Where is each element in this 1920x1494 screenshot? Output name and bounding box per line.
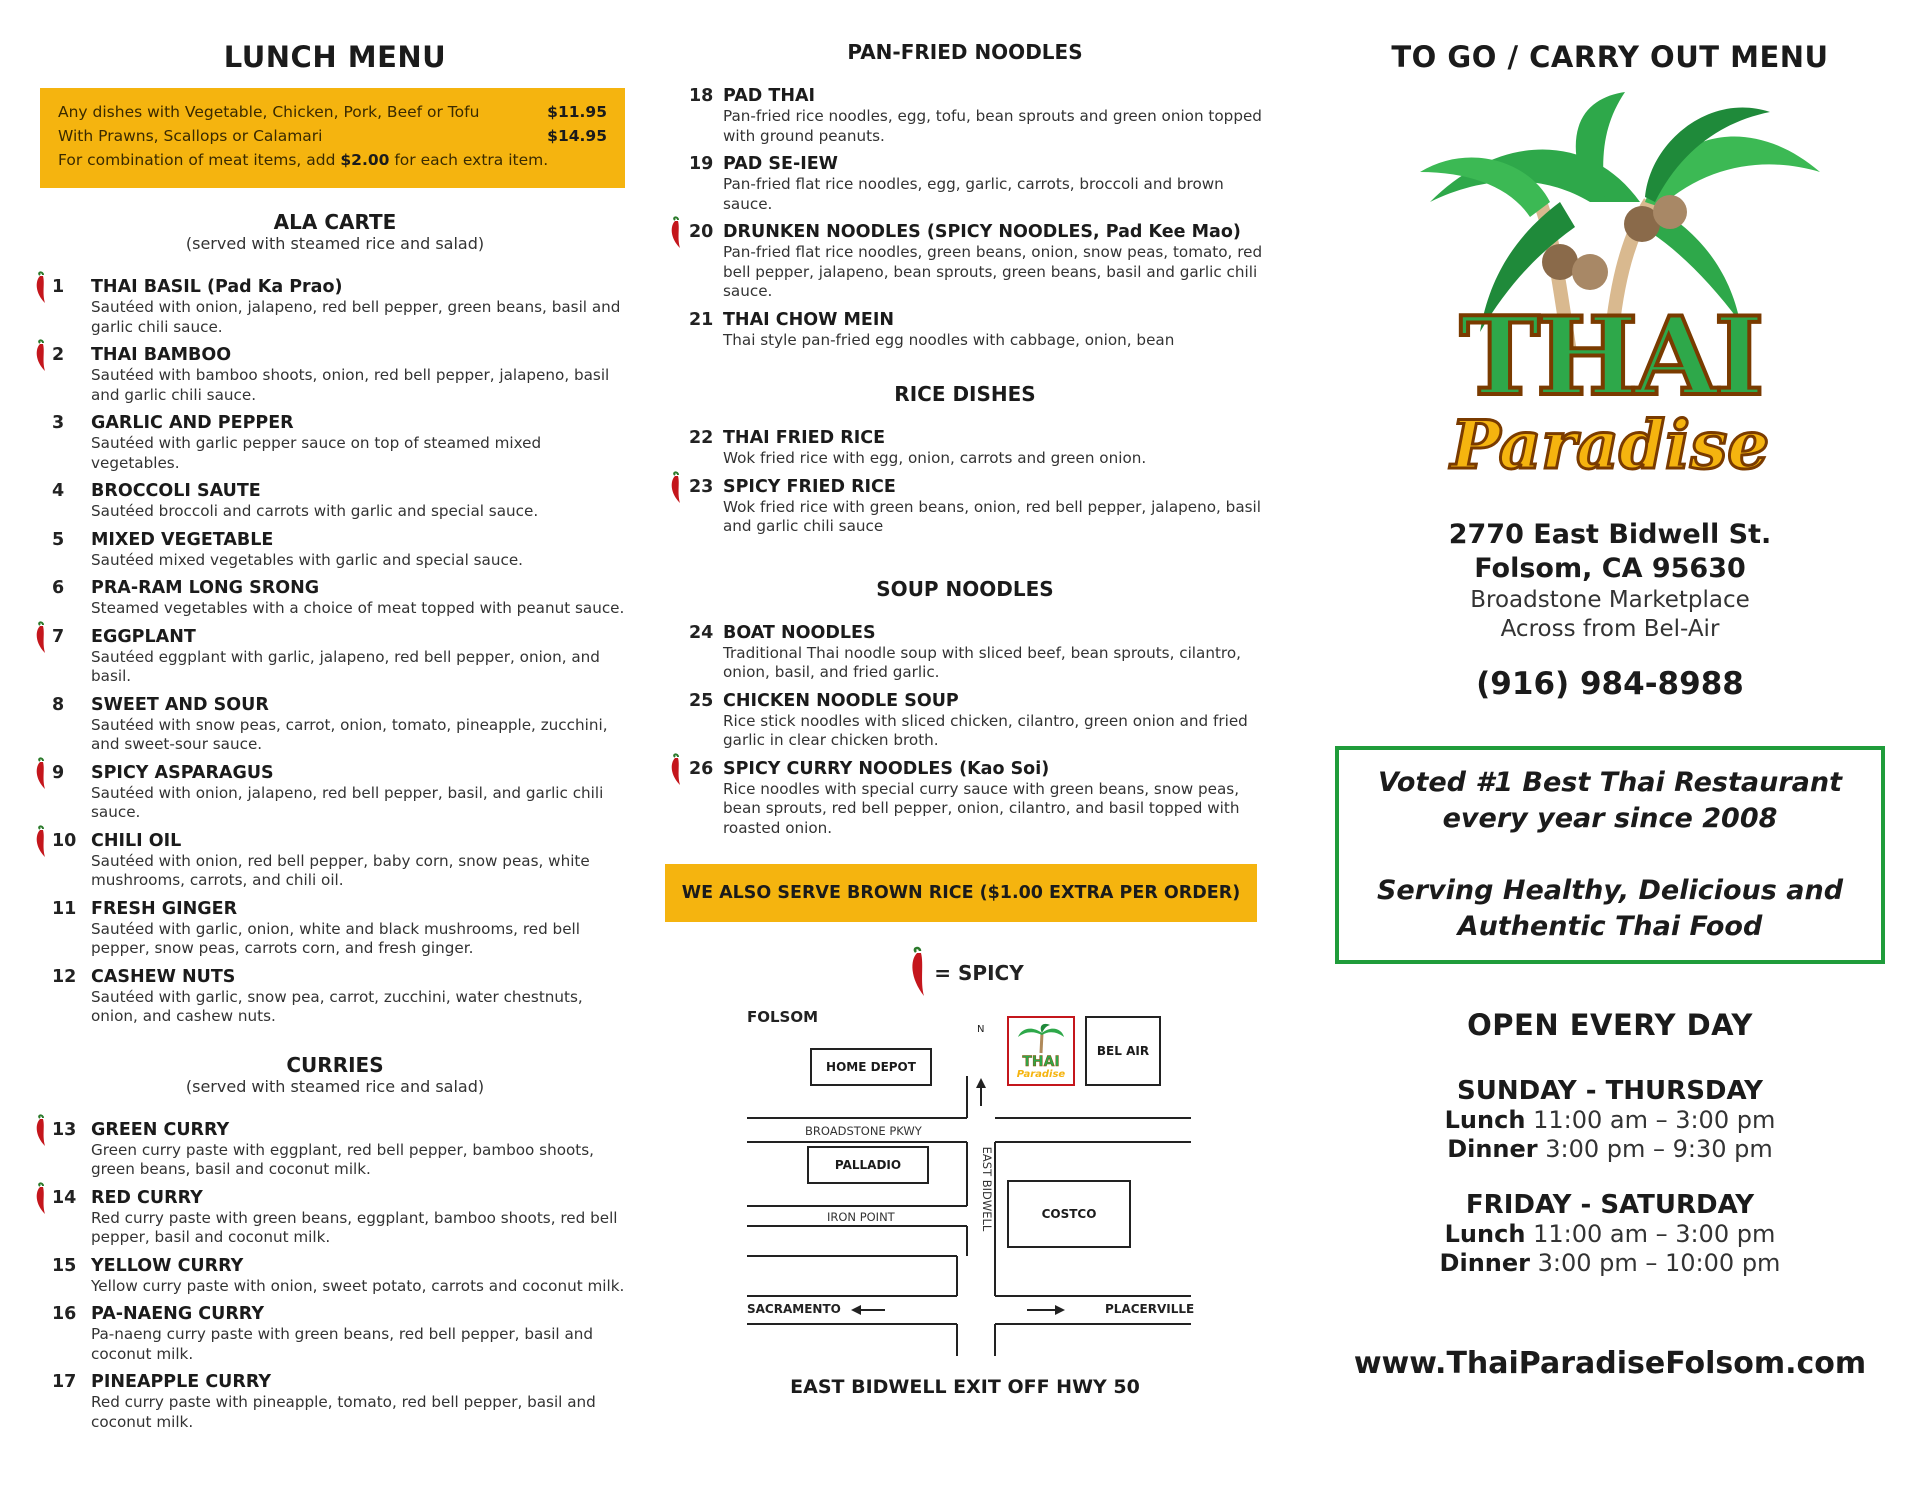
menu-item — [40, 1304, 630, 1364]
menu-item-name: CHICKEN NOODLE SOUP — [723, 690, 959, 711]
rice-title: RICE DISHES — [894, 382, 1036, 406]
menu-item-description: Pan-fried flat rice noodles, green beans, onion, snow peas, tomato, red bell pepper, jalapeno, bean sprouts, green beans, basil and garlic chili sauce. — [723, 243, 1263, 300]
address-line-4: Across from Bel-Air — [1500, 616, 1720, 642]
menu-item-description: Sautéed with bamboo shoots, onion, red bell pepper, jalapeno, basil and garlic chili sauce. — [91, 366, 610, 404]
ala-carte-list — [40, 277, 630, 1027]
menu-item-number: 2 — [52, 345, 65, 365]
map-logo-text-bottom: Paradise — [1016, 1069, 1066, 1080]
menu-item-name: CHILI OIL — [91, 830, 182, 851]
menu-item-description: Red curry paste with green beans, eggplant, bamboo shoots, red bell pepper, basil and coconut milk. — [91, 1208, 618, 1246]
menu-item-number: 4 — [52, 481, 65, 501]
menu-item-description: Thai style pan-fried egg noodles with cabbage, onion, bean — [723, 330, 1175, 349]
price-line-3-amount: $2.00 — [340, 151, 390, 169]
menu-item — [665, 86, 1265, 146]
menu-item-description: Sautéed mixed vegetables with garlic and special sauce. — [91, 550, 523, 569]
pan-fried-title: PAN-FRIED NOODLES — [847, 40, 1083, 64]
menu-item-name: PINEAPPLE CURRY — [91, 1372, 272, 1392]
brown-rice-banner: WE ALSO SERVE BROWN RICE ($1.00 EXTRA PER ORDER) — [665, 864, 1257, 922]
map-roads — [665, 1006, 1265, 1376]
menu-item-description: Rice noodles with special curry sauce with green beans, snow peas, bean sprouts, red bell pepper, onion, cilantro, and basil topped with roasted onion. — [723, 779, 1240, 837]
menu-item-number: 6 — [52, 578, 65, 598]
menu-item — [40, 1188, 630, 1248]
menu-item-name: PA-NAENG CURRY — [91, 1304, 264, 1324]
bel-air-box: BEL AIR — [1085, 1016, 1161, 1086]
menu-item-number: 1 — [52, 277, 65, 297]
menu-item-description: Sautéed with onion, jalapeno, red bell pepper, basil, and garlic chili sauce. — [91, 783, 604, 821]
serving-line-1: Serving Healthy, Delicious and — [1376, 875, 1844, 906]
menu-item — [665, 623, 1265, 683]
address-line-2: Folsom, CA 95630 — [1474, 553, 1746, 584]
menu-item-description: Pan-fried flat rice noodles, egg, garlic, carrots, broccoli and brown sauce. — [723, 175, 1224, 213]
menu-item-number: 24 — [689, 622, 714, 643]
curries-list — [40, 1120, 630, 1433]
chili-icon — [906, 946, 930, 1000]
menu-item — [40, 1120, 630, 1180]
menu-item-description: Wok fried rice with green beans, onion, red bell pepper, jalapeno, basil and garlic chili sauce — [723, 497, 1261, 535]
menu-item — [665, 428, 1265, 469]
menu-item-number: 10 — [52, 830, 77, 851]
menu-item-name: FRESH GINGER — [91, 898, 238, 919]
dinner-label: Dinner — [1439, 1249, 1530, 1277]
chili-icon — [32, 825, 50, 859]
east-bidwell-label: EAST BIDWELL — [980, 1146, 994, 1232]
costco-box: COSTCO — [1007, 1180, 1131, 1248]
menu-item-number: 12 — [52, 966, 77, 987]
menu-item — [40, 1372, 630, 1432]
soup-list — [665, 623, 1265, 839]
phone-number: (916) 984-8988 — [1476, 666, 1744, 702]
price-2: $14.95 — [547, 127, 607, 145]
menu-item-name: CASHEW NUTS — [91, 966, 236, 987]
menu-item-description: Sautéed with snow peas, carrot, onion, tomato, pineapple, zucchini, and sweet-sour sauce. — [91, 715, 608, 753]
menu-item-name: YELLOW CURRY — [91, 1255, 244, 1276]
menu-item-name: PAD THAI — [723, 86, 816, 106]
menu-item — [665, 759, 1265, 839]
menu-item-number: 11 — [52, 898, 77, 919]
menu-item-number: 23 — [689, 476, 714, 497]
menu-item-name: EGGPLANT — [91, 626, 196, 647]
menu-item-name: SWEET AND SOUR — [91, 694, 269, 715]
sun-thu-lunch — [1330, 1106, 1890, 1135]
togo-column — [1330, 0, 1890, 1381]
menu-item-number: 18 — [689, 86, 714, 106]
menu-item-name: BROCCOLI SAUTE — [91, 481, 261, 501]
menu-item — [40, 481, 630, 522]
lunch-menu-column — [40, 0, 630, 1440]
menu-item-description: Pa-naeng curry paste with green beans, red bell pepper, basil and coconut milk. — [91, 1325, 594, 1363]
chili-icon — [667, 753, 685, 787]
menu-item-number: 8 — [52, 694, 65, 715]
menu-item — [40, 627, 630, 687]
menu-item-description: Rice stick noodles with sliced chicken, cilantro, green onion and fried garlic in clear chicken broth. — [723, 711, 1248, 749]
map-exit-caption: EAST BIDWELL EXIT OFF HWY 50 — [790, 1376, 1140, 1398]
ala-carte-title: ALA CARTE — [273, 210, 397, 234]
menu-item-number: 22 — [689, 428, 714, 448]
spicy-legend-label: = SPICY — [934, 961, 1024, 985]
menu-item — [665, 154, 1265, 214]
menu-item-description: Wok fried rice with egg, onion, carrots and green onion. — [723, 449, 1147, 467]
menu-item-number: 21 — [689, 309, 714, 330]
menu-item-number: 5 — [52, 529, 65, 550]
logo-text-paradise: Paradise — [1450, 406, 1770, 484]
price-row-1 — [58, 100, 607, 124]
menu-item-description: Red curry paste with pineapple, tomato, red bell pepper, basil and coconut milk. — [91, 1393, 596, 1431]
menu-item-description: Green curry paste with eggplant, red bell pepper, bamboo shoots, green beans, basil and coconut milk. — [91, 1140, 594, 1178]
rice-list — [665, 428, 1265, 537]
menu-item-name: RED CURRY — [91, 1187, 203, 1208]
menu-item-name: DRUNKEN NOODLES (SPICY NOODLES, Pad Kee Mao) — [723, 222, 1241, 242]
placerville-label: PLACERVILLE — [1105, 1302, 1195, 1316]
menu-item-number: 3 — [52, 413, 65, 433]
menu-item-description: Sautéed with onion, jalapeno, red bell pepper, green beans, basil and garlic chili sauce. — [91, 298, 621, 336]
chili-icon — [32, 757, 50, 791]
open-every-day: OPEN EVERY DAY — [1467, 1008, 1753, 1042]
menu-item-description: Sautéed broccoli and carrots with garlic and special sauce. — [91, 502, 539, 520]
menu-item-description: Sautéed with onion, red bell pepper, baby corn, snow peas, white mushrooms, carrots, and chili oil. — [91, 851, 590, 889]
menu-item-number: 13 — [52, 1119, 77, 1140]
menu-item — [40, 695, 630, 755]
voted-box — [1335, 746, 1885, 964]
menu-item — [665, 222, 1265, 302]
map-city-label: FOLSOM — [747, 1008, 819, 1026]
soup-title: SOUP NOODLES — [876, 576, 1054, 601]
chili-icon — [32, 271, 50, 305]
menu-item-number: 25 — [689, 690, 714, 711]
menu-item-name: THAI BAMBOO — [91, 345, 232, 365]
chili-icon — [32, 1114, 50, 1148]
dinner-label: Dinner — [1447, 1135, 1538, 1163]
menu-item-number: 15 — [52, 1255, 77, 1276]
menu-item-name: SPICY CURRY NOODLES (Kao Soi) — [723, 758, 1050, 779]
noodles-rice-column — [665, 0, 1265, 1398]
pan-fried-list — [665, 86, 1265, 350]
menu-item-name: THAI FRIED RICE — [723, 428, 886, 448]
chili-icon — [32, 339, 50, 373]
menu-item-name: GREEN CURRY — [91, 1119, 230, 1140]
address-line-3: Broadstone Marketplace — [1470, 587, 1750, 613]
fri-sat-dinner-hours: 3:00 pm – 10:00 pm — [1537, 1249, 1781, 1277]
price-row-3 — [58, 148, 607, 172]
menu-item-number: 20 — [689, 222, 714, 242]
menu-item — [40, 345, 630, 405]
menu-item — [40, 1256, 630, 1297]
chili-icon — [667, 471, 685, 505]
menu-item-description: Sautéed with garlic, onion, white and black mushrooms, red bell pepper, snow peas, carrots corn, and fresh ginger. — [91, 919, 580, 957]
menu-item-description: Sautéed with garlic, snow pea, carrot, zucchini, water chestnuts, onion, and cashew nuts. — [91, 987, 583, 1025]
chili-icon — [32, 621, 50, 655]
chili-icon — [32, 1182, 50, 1216]
map-logo-box — [1007, 1016, 1075, 1086]
price-line-2: With Prawns, Scallops or Calamari — [58, 127, 323, 145]
price-1: $11.95 — [547, 103, 607, 121]
map-north-label: N — [977, 1024, 985, 1035]
lunch-label: Lunch — [1444, 1220, 1526, 1248]
voted-line-2: every year since 2008 — [1442, 803, 1778, 834]
menu-item-number: 26 — [689, 758, 714, 779]
menu-item-description: Pan-fried rice noodles, egg, tofu, bean sprouts and green onion topped with ground peanuts. — [723, 107, 1262, 145]
menu-item — [40, 413, 630, 473]
menu-item — [665, 477, 1265, 537]
price-row-2 — [58, 124, 607, 148]
fri-sat-dinner — [1330, 1249, 1890, 1278]
home-depot-box: HOME DEPOT — [810, 1048, 932, 1086]
menu-item-name: THAI CHOW MEIN — [723, 309, 895, 330]
menu-item-number: 16 — [52, 1304, 77, 1324]
menu-item — [40, 763, 630, 823]
menu-item-description: Sautéed with garlic pepper sauce on top of steamed mixed vegetables. — [91, 434, 542, 472]
serving-line-2: Authentic Thai Food — [1457, 911, 1763, 942]
price-line-1: Any dishes with Vegetable, Chicken, Pork, Beef or Tofu — [58, 103, 480, 121]
sun-thu-dinner — [1330, 1135, 1890, 1164]
chili-icon — [667, 216, 685, 250]
menu-item-name: PAD SE-IEW — [723, 154, 838, 174]
logo-text-thai: THAI — [1459, 294, 1761, 420]
broadstone-label: BROADSTONE PKWY — [805, 1124, 922, 1138]
menu-item — [665, 691, 1265, 751]
menu-item-number: 9 — [52, 762, 65, 783]
menu-item-description: Traditional Thai noodle soup with sliced beef, bean sprouts, cilantro, onion, basil, and fried garlic. — [723, 643, 1241, 681]
menu-item — [40, 899, 630, 959]
menu-item — [40, 277, 630, 337]
curries-subtitle: (served with steamed rice and salad) — [185, 1076, 485, 1096]
map-logo-text-top: THAI — [1022, 1054, 1060, 1070]
menu-item-number: 7 — [52, 626, 65, 647]
fri-sat-lunch-hours: 11:00 am – 3:00 pm — [1533, 1220, 1776, 1248]
menu-item — [40, 831, 630, 891]
palladio-box: PALLADIO — [807, 1146, 929, 1184]
menu-item-name: SPICY ASPARAGUS — [91, 762, 274, 783]
sacramento-label: SACRAMENTO — [747, 1302, 841, 1316]
menu-item-number: 17 — [52, 1372, 77, 1392]
website-link[interactable]: www.ThaiParadiseFolsom.com — [1353, 1346, 1867, 1381]
menu-item — [40, 530, 630, 571]
price-line-3-post: for each extra item. — [389, 151, 549, 169]
ala-carte-subtitle: (served with steamed rice and salad) — [185, 234, 485, 253]
price-box — [40, 88, 625, 188]
togo-title: TO GO / CARRY OUT MENU — [1391, 40, 1829, 74]
address-line-1: 2770 East Bidwell St. — [1448, 519, 1772, 550]
location-map — [665, 1006, 1265, 1376]
lunch-menu-title: LUNCH MENU — [223, 40, 447, 74]
menu-item-description: Yellow curry paste with onion, sweet potato, carrots and coconut milk. — [91, 1276, 625, 1295]
sun-thu-dinner-hours: 3:00 pm – 9:30 pm — [1545, 1135, 1773, 1163]
menu-item — [40, 578, 630, 619]
curries-title: CURRIES — [286, 1052, 384, 1077]
menu-item-name: MIXED VEGETABLE — [91, 529, 274, 550]
fri-sat-lunch — [1330, 1220, 1890, 1249]
lunch-label: Lunch — [1444, 1106, 1526, 1134]
sun-thu-heading: SUNDAY - THURSDAY — [1457, 1076, 1763, 1106]
palm-tree-icon — [1016, 1023, 1066, 1055]
menu-item-description: Sautéed eggplant with garlic, jalapeno, red bell pepper, onion, and basil. — [91, 647, 600, 685]
iron-point-label: IRON POINT — [827, 1210, 895, 1224]
voted-line-1: Voted #1 Best Thai Restaurant — [1377, 767, 1843, 798]
menu-item — [40, 967, 630, 1027]
fri-sat-heading: FRIDAY - SATURDAY — [1465, 1190, 1755, 1220]
menu-item-name: GARLIC AND PEPPER — [91, 413, 294, 433]
menu-item-name: BOAT NOODLES — [723, 622, 876, 643]
price-line-3-pre: For combination of meat items, add — [58, 151, 341, 169]
menu-item — [665, 310, 1265, 351]
sun-thu-lunch-hours: 11:00 am – 3:00 pm — [1533, 1106, 1776, 1134]
menu-item-name: THAI BASIL (Pad Ka Prao) — [91, 277, 343, 297]
menu-item-name: SPICY FRIED RICE — [723, 476, 896, 497]
spicy-legend — [665, 946, 1265, 1000]
thai-paradise-logo — [1330, 82, 1890, 502]
menu-item-name: PRA-RAM LONG SRONG — [91, 578, 320, 598]
menu-item-number: 14 — [52, 1187, 77, 1208]
menu-item-description: Steamed vegetables with a choice of meat topped with peanut sauce. — [91, 599, 625, 617]
menu-item-number: 19 — [689, 154, 714, 174]
